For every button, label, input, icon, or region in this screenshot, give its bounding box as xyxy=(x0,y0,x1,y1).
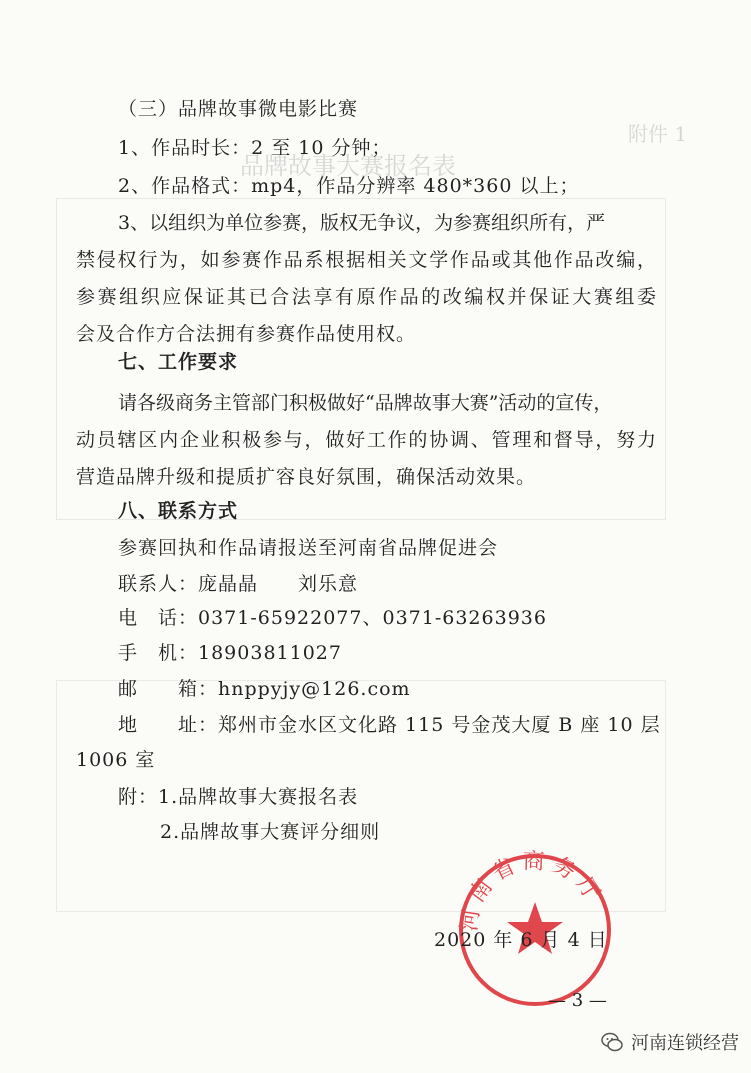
watermark-text: 河南连锁经营 xyxy=(631,1033,739,1054)
contact-address: 地 址：郑州市金水区文化路 115 号金茂大厦 B 座 10 层 xyxy=(118,714,661,736)
item-3-cont-2: 参赛组织应保证其已合法享有原作品的改编权并保证大赛组委 xyxy=(76,286,656,308)
page-number: — 3 — xyxy=(548,990,607,1011)
item-2: 2、作品格式：mp4，作品分辨率 480*360 以上； xyxy=(118,175,580,197)
item-3-cont-1: 禁侵权行为，如参赛作品系根据相关文学作品或其他作品改编， xyxy=(76,249,656,271)
contact-email: 邮 箱：hnppyjy@126.com xyxy=(118,678,411,700)
issue-date: 2020 年 6 月 4 日 xyxy=(434,929,608,951)
contact-submit: 参赛回执和作品请报送至河南省品牌促进会 xyxy=(118,537,499,559)
ghost-attachment-label: 附件 1 xyxy=(628,122,688,146)
ghost-title: 品牌故事大赛报名表 xyxy=(240,152,456,180)
heading-seven: 七、工作要求 xyxy=(118,351,239,373)
contact-phone: 电 话：0371-65922077、0371-63263936 xyxy=(118,607,547,629)
attachment-1: 附：1.品牌故事大赛报名表 xyxy=(118,786,359,808)
item-1: 1、作品时长：2 至 10 分钟； xyxy=(118,137,392,159)
wechat-icon xyxy=(601,1031,623,1053)
contact-person: 联系人：庞晶晶 刘乐意 xyxy=(118,573,359,595)
watermark xyxy=(601,1029,739,1055)
heading-eight: 八、联系方式 xyxy=(118,500,239,522)
para-2: 动员辖区内企业积极参与，做好工作的协调、管理和督导，努力 xyxy=(76,429,656,451)
section-heading-3: （三）品牌故事微电影比赛 xyxy=(118,98,359,120)
contact-address-cont: 1006 室 xyxy=(76,749,156,771)
attachment-2: 2.品牌故事大赛评分细则 xyxy=(160,821,381,843)
para-1: 请各级商务主管部门积极做好“品牌故事大赛”活动的宣传， xyxy=(118,392,613,414)
item-3-cont-3: 会及合作方合法拥有参赛作品使用权。 xyxy=(76,323,417,345)
para-3: 营造品牌升级和提质扩容良好氛围，确保活动效果。 xyxy=(76,466,537,488)
item-3: 3、以组织为单位参赛，版权无争议，为参赛组织所有，严 xyxy=(118,212,606,234)
seal-text: 河南省商务厅 xyxy=(456,850,608,933)
contact-mobile: 手 机：18903811027 xyxy=(118,642,342,664)
